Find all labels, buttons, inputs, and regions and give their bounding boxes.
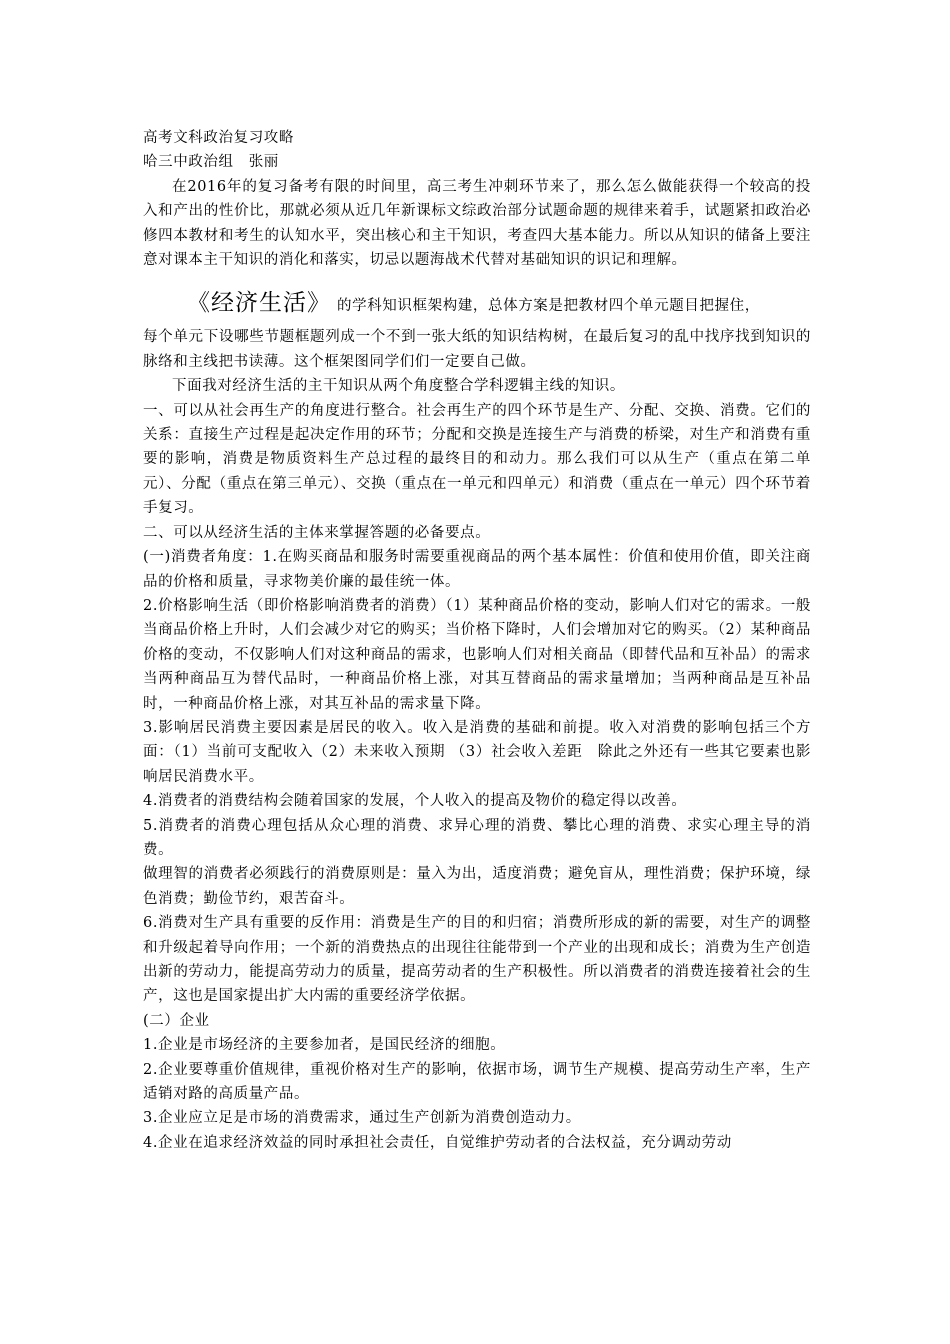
enterprise-heading: (二）企业	[143, 1012, 210, 1029]
enterprise-point-1: 1.企业是市场经济的主要参加者，是国民经济的细胞。	[143, 1037, 506, 1054]
consumer-point-6: 6.消费对生产具有重要的反作用：消费是生产的目的和归宿；消费所形成的新的需要，对生产的调整和升级起着导向作用；一个新的消费热点的出现往往能带到一个产业的出现和成长；消费为生产创造出新的劳动力，能提高劳动力的质量，提高劳动者的生产积极性。所以消费者的消费连接着社会的生产，这也是国家提出扩大内需的重要经济学依据。	[143, 915, 811, 1005]
angles-intro: 下面我对经济生活的主干知识从两个角度整合学科逻辑主线的知识。	[172, 378, 625, 395]
enterprise-point-4: 4.企业在追求经济效益的同时承担社会责任，自觉维护劳动者的合法权益，充分调动劳动	[143, 1134, 732, 1151]
document-body	[143, 126, 811, 1155]
document-author: 哈三中政治组 张丽	[143, 154, 279, 171]
consumer-point-1: (一)消费者角度：1.在购买商品和服务时需要重视商品的两个基本属性：价值和使用价值，即关注商品的价格和质量，寻求物美价廉的最佳统一体。	[143, 549, 811, 590]
section-one: 一、可以从社会再生产的角度进行整合。社会再生产的四个环节是生产、分配、交换、消费。它们的关系：直接生产过程是起决定作用的环节；分配和交换是连接生产与消费的桥梁，对生产和消费有重要的影响，消费是物质资料生产总过程的最终目的和动力。那么我们可以从生产（重点在第二单元）、分配（重点在第三单元）、交换（重点在一单元和四单元）和消费（重点在一单元）四个环节着手复习。	[143, 402, 811, 517]
consumer-point-4: 4.消费者的消费结构会随着国家的发展，个人收入的提高及物价的稳定得以改善。	[143, 793, 687, 810]
consumer-point-3: 3.影响居民消费主要因素是居民的收入。收入是消费的基础和前提。收入对消费的影响包括三个方面：（1）当前可支配收入（2）未来收入预期 （3）社会收入差距 除此之外还有一些其它要素也影响居民消费水平。	[143, 719, 811, 785]
framework-first-text: 的学科知识框架构建，总体方案是把教材四个单元题目把握住，	[337, 298, 760, 315]
consumer-point-5: 5.消费者的消费心理包括从众心理的消费、求异心理的消费、攀比心理的消费、求实心理主导的消费。	[143, 817, 811, 858]
document-title: 高考文科政治复习攻略	[143, 130, 294, 146]
intro-paragraph: 在2016年的复习备考有限的时间里，高三考生冲刺环节来了，那么怎么做能获得一个较高的投入和产出的性价比，那就必须从近几年新课标文综政治部分试题命题的规律来着手，试题紧扣政治必修四本教材和考生的认知水平，突出核心和主干知识，考查四大基本能力。所以从知识的储备上要注意对课本主干知识的消化和落实，切忌以题海战术代替对基础知识的识记和理解。	[143, 178, 811, 269]
framework-first-line	[143, 288, 811, 321]
consumer-principles: 做理智的消费者必须践行的消费原则是：量入为出，适度消费；避免盲从，理性消费；保护环境，绿色消费；勤俭节约，艰苦奋斗。	[143, 866, 811, 907]
enterprise-point-2: 2.企业要尊重价值规律，重视价格对生产的影响，依据市场，调节生产规模、提高劳动生产率，生产适销对路的高质量产品。	[143, 1061, 811, 1103]
enterprise-point-3: 3.企业应立足是市场的消费需求，通过生产创新为消费创造动力。	[143, 1110, 581, 1127]
section-two: 二、可以从经济生活的主体来掌握答题的必备要点。	[143, 524, 491, 541]
book-title: 《经济生活》	[187, 290, 331, 317]
framework-paragraph: 每个单元下设哪些节题框题列成一个不到一张大纸的知识结构树，在最后复习的乱中找序找到知识的脉络和主线把书读薄。这个框架图同学们们一定要自己做。	[143, 329, 811, 370]
consumer-point-2: 2.价格影响生活（即价格影响消费者的消费）（1）某种商品价格的变动，影响人们对它的需求。一般当商品价格上升时，人们会减少对它的购买；当价格下降时，人们会增加对它的购买。（2）某种商品价格的变动，不仅影响人们对这种商品的需求，也影响人们对相关商品（即替代品和互补品）的需求 当两种商品互为替代品时，一种商品价格上涨，对其互替商品的需求量增加；当两种商品是互补品时，一种商品价格上涨，对其互补品的需求量下降。	[143, 597, 811, 712]
